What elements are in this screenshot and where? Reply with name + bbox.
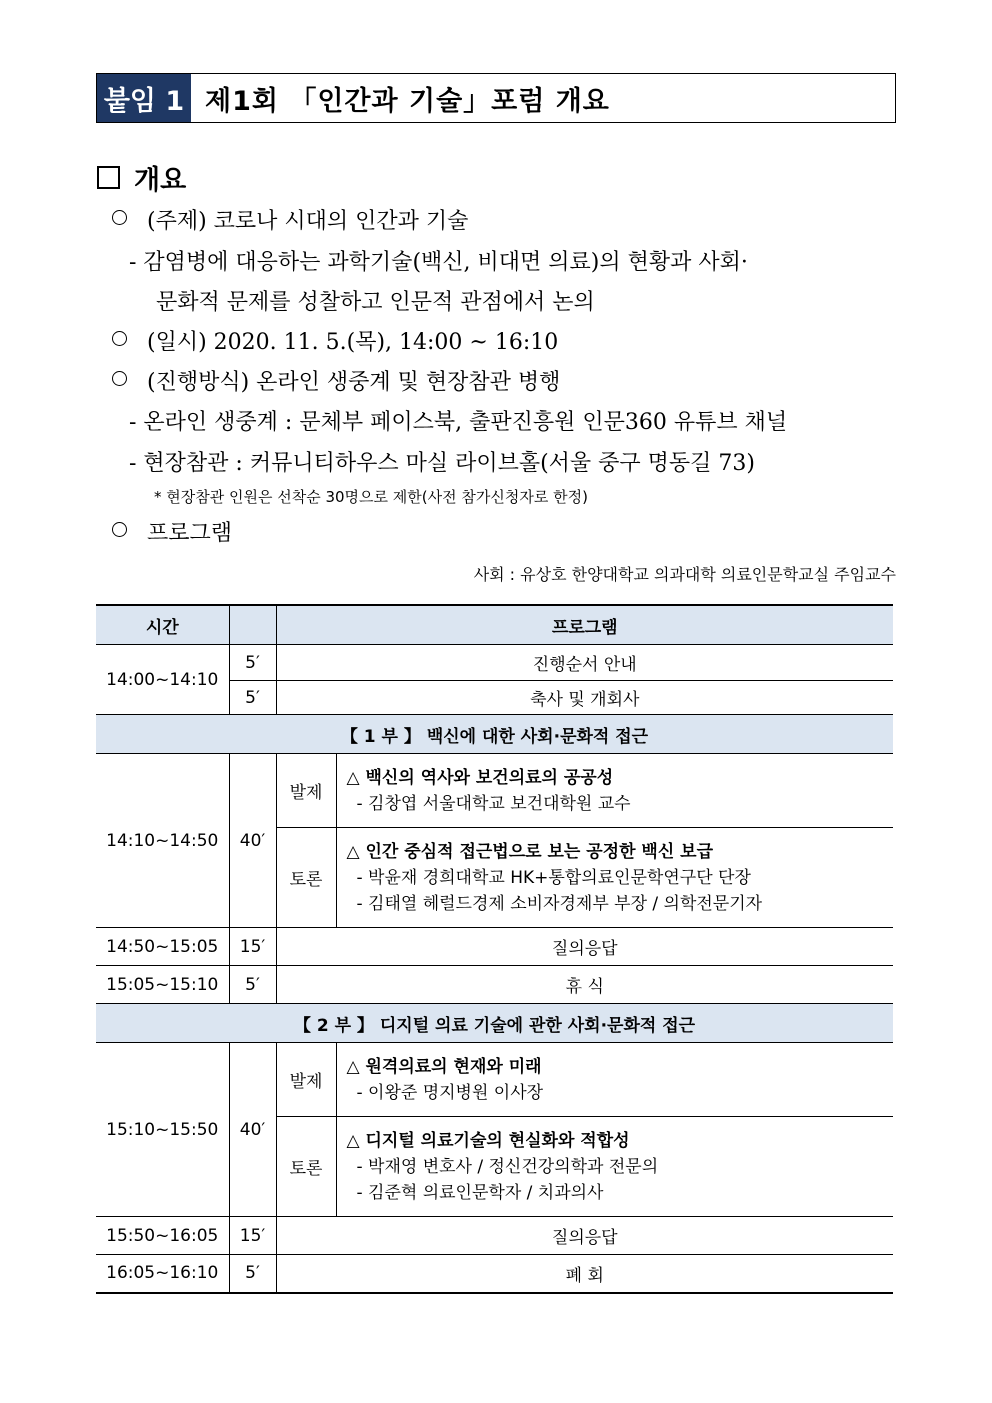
circle-bullet-icon bbox=[112, 210, 127, 225]
duration-cell: 5′ bbox=[229, 681, 276, 715]
attachment-label: 붙임 1 bbox=[97, 74, 191, 122]
overview-program: 프로그램 bbox=[112, 516, 232, 547]
time-cell: 14:10~14:50 bbox=[96, 754, 229, 928]
presentation-label: 발제 bbox=[276, 1043, 336, 1117]
time-cell: 16:05~16:10 bbox=[96, 1255, 229, 1293]
program-table bbox=[96, 604, 893, 1294]
speaker: - 박재영 변호사 / 정신건강의학과 전문의 bbox=[356, 1156, 659, 1177]
speaker: - 김준혁 의료인문학자 / 치과의사 bbox=[356, 1182, 604, 1203]
discussion-title: △ 인간 중심적 접근법으로 보는 공정한 백신 보급 bbox=[346, 841, 714, 862]
document-title: 제1회 「인간과 기술」포럼 개요 bbox=[205, 85, 610, 117]
discussion-label: 토론 bbox=[276, 828, 336, 928]
duration-cell: 15′ bbox=[229, 928, 276, 966]
discussion-label: 토론 bbox=[276, 1117, 336, 1217]
speaker: - 이왕준 명지병원 이사장 bbox=[356, 1082, 544, 1103]
overview-onsite: - 현장참관 : 커뮤니티하우스 마실 라이브홀(서울 중구 명동길 73) bbox=[129, 451, 756, 476]
part1-title: 【 1 부 】 백신에 대한 사회·문화적 접근 bbox=[96, 715, 893, 754]
program-cell: 진행순서 안내 bbox=[276, 645, 893, 681]
part2-title: 【 2 부 】 디지털 의료 기술에 관한 사회·문화적 접근 bbox=[96, 1004, 893, 1043]
overview-online: - 온라인 생중계 : 문체부 페이스북, 출판진흥원 인문360 유튜브 채널 bbox=[129, 410, 788, 435]
time-cell: 14:50~15:05 bbox=[96, 928, 229, 966]
duration-cell: 5′ bbox=[229, 1255, 276, 1293]
overview-method: (진행방식) 온라인 생중계 및 현장참관 병행 bbox=[112, 365, 560, 396]
time-cell: 15:05~15:10 bbox=[96, 966, 229, 1004]
discussion-cell bbox=[336, 1117, 893, 1217]
circle-bullet-icon bbox=[112, 331, 127, 346]
speaker: - 박윤재 경희대학교 HK+통합의료인문학연구단 단장 bbox=[356, 867, 751, 888]
presentation-title: △ 백신의 역사와 보건의료의 공공성 bbox=[346, 767, 614, 788]
duration-cell: 5′ bbox=[229, 645, 276, 681]
square-bullet-icon bbox=[97, 166, 120, 189]
overview-theme-desc-1: - 감염병에 대응하는 과학기술(백신, 비대면 의료)의 현황과 사회· bbox=[129, 250, 748, 275]
discussion-cell bbox=[336, 828, 893, 928]
header-program: 프로그램 bbox=[276, 605, 893, 645]
time-cell: 14:00~14:10 bbox=[96, 645, 229, 715]
overview-theme: (주제) 코로나 시대의 인간과 기술 bbox=[112, 204, 468, 235]
program-cell: 질의응답 bbox=[276, 1217, 893, 1255]
speaker: - 김창엽 서울대학교 보건대학원 교수 bbox=[356, 793, 631, 814]
presentation-cell bbox=[336, 1043, 893, 1117]
discussion-title: △ 디지털 의료기술의 현실화와 적합성 bbox=[346, 1130, 630, 1151]
section-heading bbox=[97, 158, 186, 197]
circle-bullet-icon bbox=[112, 522, 127, 537]
presentation-title: △ 원격의료의 현재와 미래 bbox=[346, 1056, 542, 1077]
duration-cell: 40′ bbox=[229, 754, 276, 928]
program-cell: 질의응답 bbox=[276, 928, 893, 966]
host-line: 사회 : 유상호 한양대학교 의과대학 의료인문학교실 주임교수 bbox=[473, 565, 896, 584]
duration-cell: 5′ bbox=[229, 966, 276, 1004]
program-cell: 축사 및 개회사 bbox=[276, 681, 893, 715]
program-cell: 휴 식 bbox=[276, 966, 893, 1004]
duration-cell: 15′ bbox=[229, 1217, 276, 1255]
duration-cell: 40′ bbox=[229, 1043, 276, 1217]
overview-theme-desc-2: 문화적 문제를 성찰하고 인문적 관점에서 논의 bbox=[156, 290, 595, 315]
presentation-label: 발제 bbox=[276, 754, 336, 828]
circle-bullet-icon bbox=[112, 371, 127, 386]
section-heading-text: 개요 bbox=[134, 165, 187, 196]
time-cell: 15:10~15:50 bbox=[96, 1043, 229, 1217]
header-time: 시간 bbox=[96, 605, 229, 645]
speaker: - 김태열 헤럴드경제 소비자경제부 부장 / 의학전문기자 bbox=[356, 893, 763, 914]
time-cell: 15:50~16:05 bbox=[96, 1217, 229, 1255]
overview-note: * 현장참관 인원은 선착순 30명으로 제한(사전 참가신청자로 한정) bbox=[154, 488, 588, 506]
program-cell: 폐 회 bbox=[276, 1255, 893, 1293]
presentation-cell bbox=[336, 754, 893, 828]
overview-date: (일시) 2020. 11. 5.(목), 14:00 ~ 16:10 bbox=[112, 325, 558, 356]
document-title-box bbox=[96, 73, 896, 123]
